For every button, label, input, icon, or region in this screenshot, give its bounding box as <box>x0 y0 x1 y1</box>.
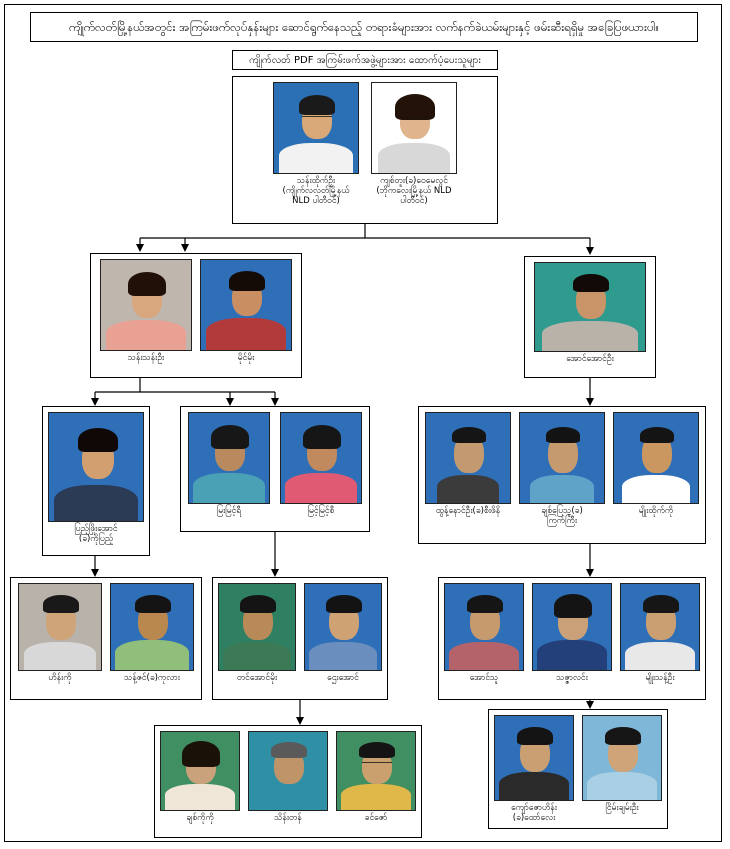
person-caption <box>336 813 416 823</box>
person-card[interactable] <box>494 715 574 823</box>
person-photo <box>534 262 646 352</box>
person-card[interactable] <box>534 262 646 364</box>
person-caption <box>494 803 574 823</box>
person-caption <box>620 673 700 683</box>
person-photo <box>273 82 359 174</box>
person-name: မျိုးသန့်ဦး <box>645 673 675 683</box>
group-row4-a <box>10 577 202 700</box>
person-name: ချစ်ကိုကို <box>186 813 214 823</box>
person-photo <box>18 583 102 671</box>
person-name: သန်းသန်းဦး <box>127 353 165 363</box>
person-caption <box>273 176 359 206</box>
person-photo <box>100 259 192 351</box>
group-row3-c <box>418 406 706 544</box>
person-name: ကျစ်တူး(ခ)ဝေမေလွင် <box>380 176 448 186</box>
person-card[interactable] <box>48 412 144 544</box>
person-name: ကျော်ဇောဟိန်း <box>511 803 557 813</box>
person-photo <box>620 583 700 671</box>
person-name: အောင်အောင်ဦး <box>566 354 614 364</box>
person-detail: NLD ပါတီဝင်) <box>292 196 340 206</box>
person-caption <box>582 803 662 813</box>
person-photo <box>304 583 382 671</box>
person-name: မိုင်မိုး <box>237 353 255 363</box>
person-detail: (ခ)ထော်လေး <box>512 813 556 823</box>
person-caption <box>613 506 699 516</box>
group-row4-b <box>212 577 388 700</box>
person-caption <box>304 673 382 683</box>
person-card[interactable] <box>425 412 511 516</box>
person-caption <box>534 354 646 364</box>
person-detail: ပါတီဝင်) <box>400 196 428 206</box>
person-name: အောင်သူ <box>469 673 499 683</box>
person-card[interactable] <box>336 731 416 823</box>
group-supporters <box>232 76 498 224</box>
person-caption <box>280 506 362 516</box>
person-card[interactable] <box>273 82 359 206</box>
person-name: မြးမြင့်ရီ <box>216 506 242 516</box>
person-caption <box>218 673 296 683</box>
person-card[interactable] <box>532 583 612 683</box>
person-name: ချစ်ပြေသူ(ခ) <box>541 506 583 516</box>
person-name: သန့်ဇင်(ခ)ကုလား <box>124 673 180 683</box>
person-name: သိန်းတန် <box>274 813 302 823</box>
person-caption <box>444 673 524 683</box>
person-card[interactable] <box>110 583 194 683</box>
person-card[interactable] <box>582 715 662 813</box>
person-caption <box>371 176 457 206</box>
group-row5-a <box>154 725 422 838</box>
person-caption <box>100 353 192 363</box>
group-row5-b <box>488 709 668 829</box>
person-detail: (ခ)ကိုပြည့် <box>78 534 114 544</box>
person-photo <box>494 715 574 801</box>
person-caption <box>160 813 240 823</box>
person-card[interactable] <box>18 583 102 683</box>
group-row4-c <box>438 577 706 700</box>
person-name: တင်အောင်မိုး <box>236 673 278 683</box>
person-detail: (ဘိုကလေးမြို့နယ် NLD <box>376 186 452 196</box>
person-card[interactable] <box>218 583 296 683</box>
person-photo <box>188 412 270 504</box>
person-card[interactable] <box>248 731 328 823</box>
group-row2-right <box>524 256 656 378</box>
person-caption <box>248 813 328 823</box>
person-card[interactable] <box>371 82 457 206</box>
person-photo <box>48 412 144 522</box>
person-name: ဟိန်းကို <box>48 673 72 683</box>
person-photo <box>160 731 240 811</box>
person-name: ခင်ဇော် <box>364 813 388 823</box>
person-caption <box>532 673 612 683</box>
person-photo <box>336 731 416 811</box>
person-name: ဌေးအောင် <box>327 673 359 683</box>
person-photo <box>371 82 457 174</box>
group-row3-a <box>42 406 150 556</box>
person-card[interactable] <box>100 259 192 363</box>
group-row2-left <box>90 253 302 378</box>
person-name: မြင့်မြင့်စီ <box>307 506 335 516</box>
page-title: ကျိုက်လတ်မြို့နယ်အတွင်း အကြမ်းဖက်လုပ်နှန်းများ ဆောင်ရွက်နေသည့် တရားခံများအား လက်နက်ခဲယမ်းများနှင့် ဖမ်းဆီးရရှိမှု အခြေပြဖယားပါ။ <box>30 12 698 42</box>
person-card[interactable] <box>620 583 700 683</box>
person-card[interactable] <box>200 259 292 363</box>
person-card[interactable] <box>613 412 699 516</box>
person-photo <box>532 583 612 671</box>
person-name: မျိုးထိုက်ကို <box>638 506 674 516</box>
person-name: ငြိမ်းချမ်းဦး <box>605 803 639 813</box>
person-photo <box>444 583 524 671</box>
person-detail: ကြက်ကြီး <box>547 516 577 526</box>
person-photo <box>218 583 296 671</box>
person-name: ထွန့်နောင်ဦး(ခ)စီးဖိနိ <box>435 506 501 516</box>
person-photo <box>200 259 292 351</box>
person-caption <box>425 506 511 516</box>
person-photo <box>519 412 605 504</box>
person-caption <box>188 506 270 516</box>
person-detail: (ကျိုက်လလတ်မြို့နယ် <box>282 186 350 196</box>
person-name: သန်းထိုက်ဦး <box>296 176 336 186</box>
person-name: သဇ္ဇာလင်း <box>556 673 588 683</box>
person-card[interactable] <box>160 731 240 823</box>
person-card[interactable] <box>444 583 524 683</box>
person-photo <box>582 715 662 801</box>
person-caption <box>18 673 102 683</box>
person-card[interactable] <box>304 583 382 683</box>
subtitle-label: ကျိုက်လတ် PDF အကြမ်းဖက်အဖွဲ့များအား ထောက်ပံ့ပေးသူများ <box>232 50 498 70</box>
person-name: ပြည့်ဖြိုးအောင် <box>74 524 118 534</box>
person-photo <box>110 583 194 671</box>
person-caption <box>519 506 605 526</box>
person-caption <box>200 353 292 363</box>
person-caption <box>48 524 144 544</box>
person-photo <box>280 412 362 504</box>
person-card[interactable] <box>280 412 362 516</box>
person-photo <box>248 731 328 811</box>
group-row3-b <box>180 406 370 532</box>
person-card[interactable] <box>519 412 605 526</box>
person-photo <box>425 412 511 504</box>
person-caption <box>110 673 194 683</box>
person-photo <box>613 412 699 504</box>
person-card[interactable] <box>188 412 270 516</box>
